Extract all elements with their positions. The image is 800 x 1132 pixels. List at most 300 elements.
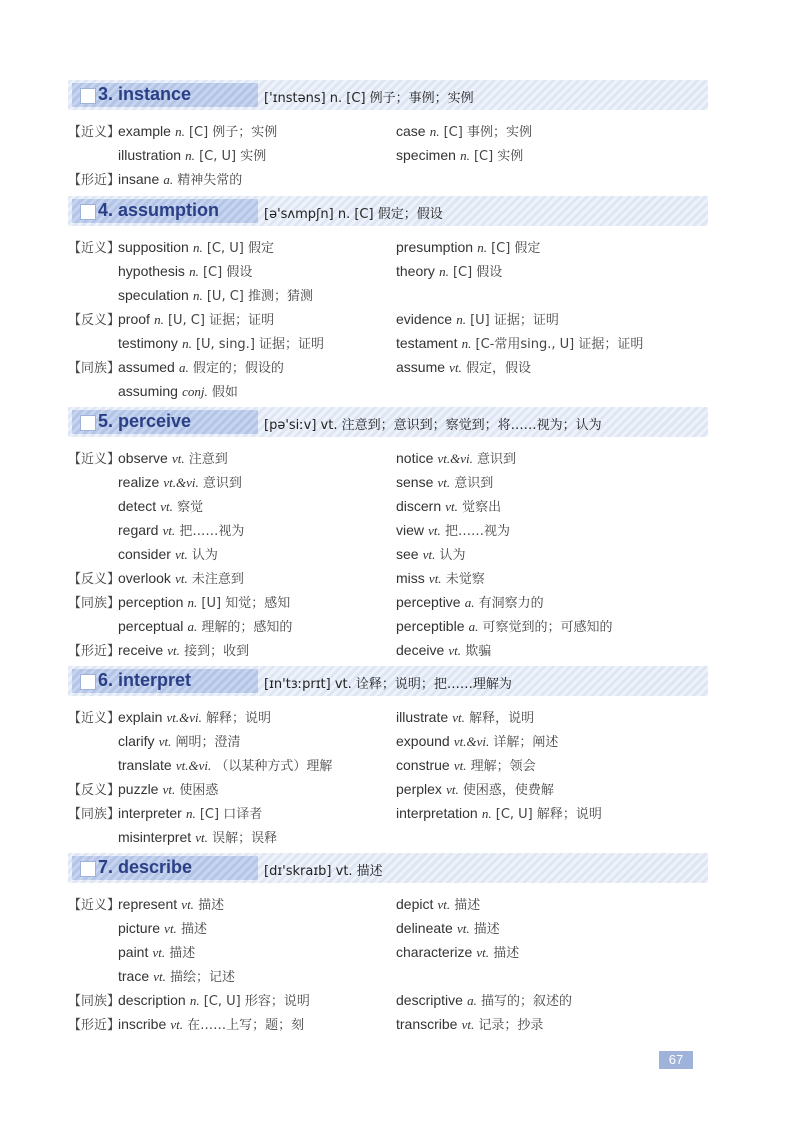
right-term <box>396 496 501 515</box>
part-of-speech: vt. <box>162 523 176 538</box>
left-term <box>118 640 249 659</box>
term-definition: 未觉察 <box>445 572 485 587</box>
term-definition: 描述 <box>473 922 500 937</box>
term-word: assumed <box>118 359 175 375</box>
left-term <box>118 592 290 611</box>
term-definition: 解释；说明 <box>206 711 272 726</box>
left-term <box>118 169 242 188</box>
term-word: see <box>396 546 419 562</box>
part-of-speech: vt.&vi. <box>166 710 202 725</box>
left-term <box>118 918 207 937</box>
relation-label: 【反义】 <box>68 313 121 328</box>
term-word: paint <box>118 944 149 960</box>
left-term <box>118 894 224 913</box>
part-of-speech: vt. <box>448 643 462 658</box>
term-definition: [C, U] 解释；说明 <box>495 807 602 822</box>
part-of-speech: vt. <box>449 360 462 375</box>
right-term <box>396 894 480 913</box>
term-row <box>68 752 708 776</box>
entry-header <box>68 407 708 437</box>
term-definition: 描述 <box>198 898 225 913</box>
term-word: assume <box>396 359 446 375</box>
entry-describe <box>68 853 708 1035</box>
term-definition: 解释，说明 <box>469 711 535 726</box>
part-of-speech: vt. <box>153 969 166 984</box>
part-of-speech: vt. <box>181 897 194 912</box>
term-word: description <box>118 992 186 1008</box>
part-of-speech: vt.&vi. <box>453 734 490 749</box>
term-definition: 认为 <box>191 548 218 563</box>
headword: 3. instance <box>98 84 192 104</box>
right-term <box>396 145 523 164</box>
part-of-speech: a. <box>464 595 475 610</box>
left-term <box>118 616 292 635</box>
term-row <box>68 704 708 728</box>
part-of-speech: vt. <box>164 921 177 936</box>
part-of-speech: vt. <box>428 523 441 538</box>
entry-header <box>68 196 708 226</box>
entry-header <box>68 666 708 696</box>
right-term <box>396 592 544 611</box>
part-of-speech: vt. <box>453 758 467 773</box>
term-word: example <box>118 123 171 139</box>
left-term <box>118 707 271 726</box>
term-word: specimen <box>396 147 456 163</box>
term-row <box>68 282 708 306</box>
term-word: characterize <box>396 944 473 960</box>
term-definition: 描写的；叙述的 <box>480 994 572 1009</box>
term-row <box>68 541 708 565</box>
part-of-speech: vt.&vi. <box>437 451 473 466</box>
right-term <box>396 918 500 937</box>
part-of-speech: vt. <box>162 782 176 797</box>
part-of-speech: n. <box>154 312 164 327</box>
left-term <box>118 237 274 256</box>
term-word: assuming <box>118 383 178 399</box>
part-of-speech: vt. <box>445 499 458 514</box>
right-term <box>396 640 491 659</box>
term-word: theory <box>396 263 435 279</box>
term-word: hypothesis <box>118 263 185 279</box>
term-definition: [C] 口译者 <box>199 807 263 822</box>
relation-label: 【形近】 <box>68 644 121 659</box>
term-word: depict <box>396 896 434 912</box>
part-of-speech: n. <box>456 312 466 327</box>
checkbox-square-icon <box>80 88 96 104</box>
term-row <box>68 445 708 469</box>
term-word: overlook <box>118 570 171 586</box>
part-of-speech: vt. <box>152 945 166 960</box>
entry-interpret <box>68 666 708 848</box>
term-definition: 认为 <box>439 548 466 563</box>
part-of-speech: n. <box>182 336 192 351</box>
part-of-speech: vt. <box>175 547 188 562</box>
right-term <box>396 357 531 376</box>
right-term <box>396 779 554 798</box>
term-row <box>68 565 708 589</box>
term-definition: 详解；阐述 <box>493 735 559 750</box>
term-word: interpretation <box>396 805 478 821</box>
part-of-speech: n. <box>461 336 472 351</box>
term-row <box>68 637 708 661</box>
term-word: translate <box>118 757 172 773</box>
headword-definition: [pə'siːv] vt. 注意到；意识到；察觉到；将……视为；认为 <box>264 418 602 433</box>
term-word: descriptive <box>396 992 463 1008</box>
part-of-speech: vt.&vi. <box>175 758 212 773</box>
term-word: regard <box>118 522 159 538</box>
relation-label: 【形近】 <box>68 173 121 188</box>
term-definition: 意识到 <box>202 476 242 491</box>
relation-label: 【同族】 <box>68 807 121 822</box>
part-of-speech: vt. <box>452 710 465 725</box>
term-word: interpreter <box>118 805 182 821</box>
term-row <box>68 939 708 963</box>
relation-label: 【近义】 <box>68 452 121 467</box>
left-term <box>118 333 324 352</box>
term-row <box>68 493 708 517</box>
term-row <box>68 824 708 848</box>
term-definition: 描述 <box>180 922 207 937</box>
right-term <box>396 448 516 467</box>
term-definition: 使困惑，使费解 <box>462 783 554 798</box>
left-term <box>118 121 277 140</box>
term-word: deceive <box>396 642 445 658</box>
term-row <box>68 915 708 939</box>
left-term <box>118 472 242 491</box>
term-definition: [C-常用sing., U] 证据；证明 <box>475 337 644 352</box>
entry-header <box>68 80 708 110</box>
term-definition: 注意到 <box>188 452 228 467</box>
term-definition: 意识到 <box>454 476 494 491</box>
term-definition: 精神失常的 <box>177 173 243 188</box>
right-term <box>396 755 536 774</box>
entry-perceive <box>68 407 708 661</box>
entry-rows <box>68 891 708 1035</box>
right-term <box>396 309 559 328</box>
part-of-speech: vt. <box>437 475 451 490</box>
left-term <box>118 496 203 515</box>
part-of-speech: n. <box>185 806 196 821</box>
headword: 5. perceive <box>98 411 192 431</box>
left-term <box>118 1014 304 1033</box>
term-row <box>68 118 708 142</box>
term-row <box>68 330 708 354</box>
right-term <box>396 544 466 563</box>
term-definition: [C] 假设 <box>452 265 503 280</box>
left-term <box>118 966 235 985</box>
term-row <box>68 776 708 800</box>
part-of-speech: vt. <box>170 1017 184 1032</box>
term-definition: 假如 <box>211 385 238 400</box>
right-term <box>396 1014 543 1033</box>
checkbox-square-icon <box>80 861 96 877</box>
relation-label: 【近义】 <box>68 241 121 256</box>
term-row <box>68 891 708 915</box>
relation-label: 【同族】 <box>68 361 121 376</box>
relation-label: 【同族】 <box>68 994 121 1009</box>
term-row <box>68 613 708 637</box>
term-word: perceptible <box>396 618 465 634</box>
term-word: observe <box>118 450 168 466</box>
right-term <box>396 261 502 280</box>
right-term <box>396 942 519 961</box>
part-of-speech: a. <box>187 619 198 634</box>
term-definition: [C] 假定 <box>491 241 541 256</box>
term-definition: 在……上写；题；刻 <box>187 1018 305 1033</box>
term-word: testament <box>396 335 458 351</box>
entry-rows <box>68 445 708 661</box>
headword-definition: [dɪ'skraɪb] vt. 描述 <box>264 864 383 879</box>
left-term <box>118 942 195 961</box>
relation-label: 【反义】 <box>68 783 121 798</box>
part-of-speech: n. <box>481 806 492 821</box>
part-of-speech: vt. <box>476 945 490 960</box>
term-word: inscribe <box>118 1016 167 1032</box>
term-definition: [C] 实例 <box>473 149 524 164</box>
right-term <box>396 990 572 1009</box>
term-word: consider <box>118 546 171 562</box>
right-term <box>396 568 485 587</box>
term-row <box>68 234 708 258</box>
term-word: transcribe <box>396 1016 458 1032</box>
relation-label: 【近义】 <box>68 711 121 726</box>
term-word: delineate <box>396 920 453 936</box>
entry-header <box>68 853 708 883</box>
term-word: puzzle <box>118 781 159 797</box>
term-definition: 觉察出 <box>462 500 502 515</box>
term-definition: 描述 <box>169 946 196 961</box>
part-of-speech: n. <box>460 148 470 163</box>
term-row <box>68 1011 708 1035</box>
right-term <box>396 472 493 491</box>
part-of-speech: n. <box>185 148 195 163</box>
term-definition: [C] 事例；实例 <box>443 125 532 140</box>
part-of-speech: n. <box>429 124 440 139</box>
term-definition: 描述 <box>454 898 481 913</box>
part-of-speech: n. <box>439 264 449 279</box>
term-word: perceptive <box>396 594 461 610</box>
entry-rows <box>68 118 708 190</box>
headword-definition: [ə'sʌmpʃn] n. [C] 假定；假设 <box>264 207 443 222</box>
term-definition: 把……视为 <box>444 524 510 539</box>
left-term <box>118 261 252 280</box>
entry-assumption <box>68 196 708 402</box>
part-of-speech: a. <box>468 619 479 634</box>
term-definition: 把……视为 <box>179 524 245 539</box>
part-of-speech: vt. <box>175 571 188 586</box>
term-definition: [U, sing.] 证据；证明 <box>195 337 325 352</box>
term-row <box>68 987 708 1011</box>
right-term <box>396 616 613 635</box>
term-definition: [U] 知觉；感知 <box>201 596 291 611</box>
part-of-speech: a. <box>467 993 477 1008</box>
term-definition: 阐明；澄清 <box>175 735 241 750</box>
term-row <box>68 963 708 987</box>
checkbox-square-icon <box>80 415 96 431</box>
left-term <box>118 448 228 467</box>
term-row <box>68 258 708 282</box>
term-word: illustrate <box>396 709 449 725</box>
term-word: perceptual <box>118 618 184 634</box>
entry-rows <box>68 234 708 402</box>
part-of-speech: vt. <box>437 897 451 912</box>
term-word: expound <box>396 733 450 749</box>
term-word: notice <box>396 450 434 466</box>
term-word: illustration <box>118 147 182 163</box>
page-number: 67 <box>659 1051 693 1069</box>
left-term <box>118 779 218 798</box>
term-row <box>68 166 708 190</box>
left-term <box>118 285 313 304</box>
term-definition: 假定，假设 <box>465 361 531 376</box>
headword-definition: ['ɪnstəns] n. [C] 例子；事例；实例 <box>264 91 474 106</box>
term-definition: 意识到 <box>477 452 517 467</box>
entry-rows <box>68 704 708 848</box>
entry-instance <box>68 80 708 190</box>
part-of-speech: a. <box>178 360 189 375</box>
term-definition: 假定的；假设的 <box>192 361 284 376</box>
term-word: clarify <box>118 733 155 749</box>
relation-label: 【形近】 <box>68 1018 121 1033</box>
part-of-speech: vt. <box>158 734 172 749</box>
term-definition: 使困惑 <box>179 783 219 798</box>
part-of-speech: vt. <box>171 451 185 466</box>
term-definition: 可察觉到的；可感知的 <box>482 620 613 635</box>
term-word: misinterpret <box>118 829 192 845</box>
term-word: testimony <box>118 335 178 351</box>
part-of-speech: n. <box>187 595 198 610</box>
right-term <box>396 731 558 750</box>
term-row <box>68 589 708 613</box>
part-of-speech: conj. <box>182 384 208 399</box>
left-term <box>118 544 218 563</box>
term-row <box>68 354 708 378</box>
headword: 6. interpret <box>98 670 192 690</box>
term-word: represent <box>118 896 178 912</box>
right-term <box>396 121 532 140</box>
term-definition: 描述 <box>493 946 520 961</box>
part-of-speech: vt. <box>167 643 180 658</box>
part-of-speech: a. <box>163 172 174 187</box>
term-word: detect <box>118 498 157 514</box>
right-term <box>396 707 534 726</box>
term-word: presumption <box>396 239 474 255</box>
term-word: construe <box>396 757 450 773</box>
part-of-speech: n. <box>189 993 200 1008</box>
part-of-speech: vt. <box>456 921 470 936</box>
part-of-speech: n. <box>477 240 487 255</box>
term-word: realize <box>118 474 160 490</box>
term-definition: 理解的；感知的 <box>201 620 293 635</box>
term-definition: [C] 例子；实例 <box>188 125 278 140</box>
headword: 7. describe <box>98 857 193 877</box>
term-word: insane <box>118 171 160 187</box>
term-word: perception <box>118 594 184 610</box>
term-definition: [U] 证据；证明 <box>470 313 559 328</box>
checkbox-square-icon <box>80 204 96 220</box>
term-definition: [C] 假设 <box>202 265 253 280</box>
term-row <box>68 517 708 541</box>
term-row <box>68 469 708 493</box>
relation-label: 【近义】 <box>68 898 121 913</box>
term-word: evidence <box>396 311 453 327</box>
left-term <box>118 520 244 539</box>
term-definition: 描绘；记述 <box>170 970 236 985</box>
term-word: receive <box>118 642 164 658</box>
term-word: case <box>396 123 426 139</box>
term-definition: [C, U] 实例 <box>199 149 267 164</box>
term-definition: [U, C] 推测；猜测 <box>206 289 313 304</box>
term-word: speculation <box>118 287 189 303</box>
term-word: perplex <box>396 781 442 797</box>
term-word: sense <box>396 474 434 490</box>
left-term <box>118 145 266 164</box>
part-of-speech: vt. <box>160 499 173 514</box>
part-of-speech: n. <box>175 124 185 139</box>
relation-label: 【反义】 <box>68 572 121 587</box>
term-word: discern <box>396 498 442 514</box>
term-row <box>68 142 708 166</box>
term-definition: 记录；抄录 <box>478 1018 544 1033</box>
term-word: miss <box>396 570 425 586</box>
part-of-speech: vt. <box>195 830 208 845</box>
term-row <box>68 378 708 402</box>
term-word: view <box>396 522 425 538</box>
relation-label: 【近义】 <box>68 125 121 140</box>
relation-label: 【同族】 <box>68 596 121 611</box>
term-word: supposition <box>118 239 189 255</box>
term-row <box>68 728 708 752</box>
right-term <box>396 333 643 352</box>
left-term <box>118 990 310 1009</box>
right-term <box>396 237 540 256</box>
term-definition: 接到；收到 <box>184 644 250 659</box>
term-definition: [C, U] 假定 <box>206 241 274 256</box>
term-row <box>68 306 708 330</box>
term-definition: [U, C] 证据；证明 <box>167 313 275 328</box>
part-of-speech: n. <box>192 288 203 303</box>
term-word: picture <box>118 920 161 936</box>
left-term <box>118 357 284 376</box>
term-definition: 察觉 <box>177 500 204 515</box>
term-definition: 欺骗 <box>465 644 492 659</box>
part-of-speech: n. <box>192 240 203 255</box>
checkbox-square-icon <box>80 674 96 690</box>
term-definition: 未注意到 <box>191 572 244 587</box>
term-word: proof <box>118 311 150 327</box>
part-of-speech: vt.&vi. <box>163 475 199 490</box>
left-term <box>118 827 277 846</box>
right-term <box>396 803 602 822</box>
part-of-speech: vt. <box>461 1017 475 1032</box>
left-term <box>118 731 241 750</box>
left-term <box>118 381 238 400</box>
term-definition: 有洞察力的 <box>478 596 544 611</box>
left-term <box>118 755 332 774</box>
left-term <box>118 568 244 587</box>
headword-definition: [ɪn'tɜːprɪt] vt. 诠释；说明；把……理解为 <box>264 677 512 692</box>
part-of-speech: vt. <box>446 782 459 797</box>
term-definition: 误解；误释 <box>212 831 278 846</box>
term-word: trace <box>118 968 150 984</box>
right-term <box>396 520 510 539</box>
term-definition: 理解；领会 <box>470 759 536 774</box>
term-definition: [C, U] 形容；说明 <box>203 994 310 1009</box>
part-of-speech: vt. <box>422 547 436 562</box>
part-of-speech: n. <box>189 264 199 279</box>
part-of-speech: vt. <box>428 571 442 586</box>
left-term <box>118 803 262 822</box>
